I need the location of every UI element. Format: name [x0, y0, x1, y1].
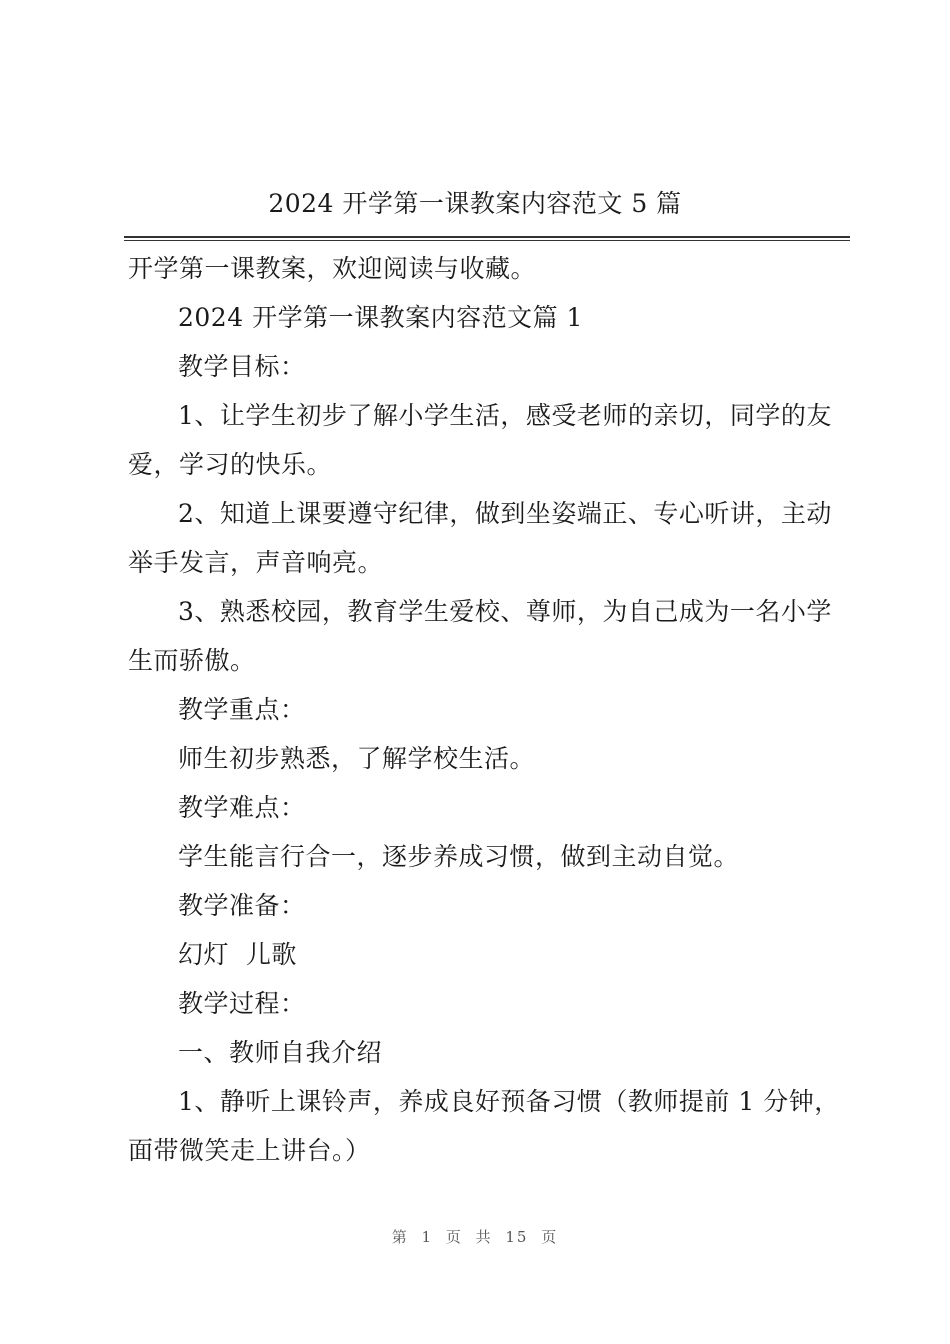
paragraph-objective-1: 1、让学生初步了解小学生活，感受老师的亲切，同学的友爱，学习的快乐。	[128, 401, 832, 479]
paragraph-preparation: 幻灯 儿歌	[178, 940, 297, 969]
paragraph-objectives-label: 教学目标：	[178, 352, 306, 381]
paragraph-step-heading: 一、教师自我介绍	[178, 1038, 383, 1067]
paragraph-section-heading: 2024 开学第一课教案内容范文篇 1	[178, 303, 583, 332]
title-rule-thick	[124, 236, 850, 238]
paragraph-difficulties-label: 教学难点：	[178, 793, 306, 822]
paragraph-intro: 开学第一课教案，欢迎阅读与收藏。	[128, 254, 537, 283]
paragraph-step-1: 1、静听上课铃声，养成良好预备习惯（教师提前 1 分钟，面带微笑走上讲台。）	[128, 1087, 840, 1165]
title-rule-thin	[124, 240, 850, 241]
paragraph-key-points: 师生初步熟悉，了解学校生活。	[178, 744, 536, 773]
paragraph-objective-2: 2、知道上课要遵守纪律，做到坐姿端正、专心听讲，主动举手发言，声音响亮。	[128, 499, 832, 577]
paragraph-difficulties: 学生能言行合一，逐步养成习惯，做到主动自觉。	[178, 842, 740, 871]
paragraph-preparation-label: 教学准备：	[178, 891, 306, 920]
page-footer: 第 1 页 共 15 页	[391, 1228, 559, 1246]
paragraph-process-label: 教学过程：	[178, 989, 306, 1018]
document-title: 2024 开学第一课教案内容范文 5 篇	[268, 189, 682, 218]
paragraph-key-points-label: 教学重点：	[178, 695, 306, 724]
paragraph-objective-3: 3、熟悉校园，教育学生爱校、尊师，为自己成为一名小学生而骄傲。	[128, 597, 832, 675]
